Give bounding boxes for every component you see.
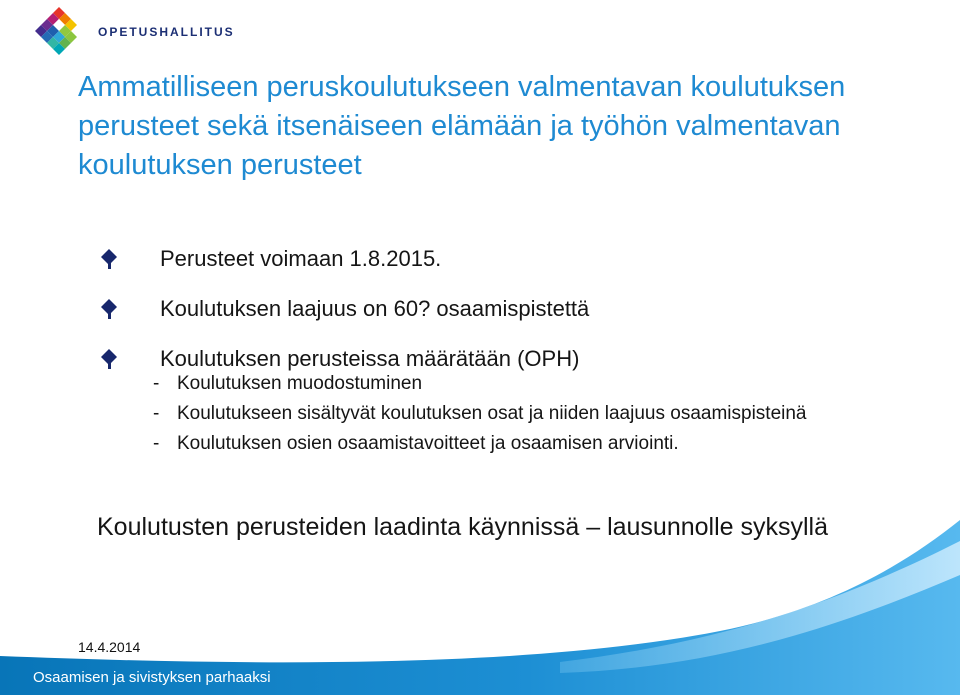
footer-date: 14.4.2014 xyxy=(78,639,141,655)
bullet-item-extent xyxy=(98,286,858,331)
dash-marker: - xyxy=(153,433,160,454)
sub-list-item xyxy=(153,371,913,396)
summary-text: Koulutusten perusteiden laadinta käynnissä – lausunnolle syksyllä xyxy=(97,513,829,541)
organization-name: OPETUSHALLITUS xyxy=(98,25,235,39)
diamond-bullet-icon xyxy=(98,248,120,270)
bullet-list xyxy=(98,236,858,386)
dash-marker: - xyxy=(153,403,160,424)
bullet-item-effective-date xyxy=(98,236,858,281)
diamond-bullet-icon xyxy=(98,348,120,370)
sub-item-text: Koulutuksen muodostuminen xyxy=(177,373,423,394)
bullet-text-extent: Koulutuksen laajuus on 60? osaamispistettä xyxy=(160,296,590,321)
footer-tagline: Osaamisen ja sivistyksen parhaaksi xyxy=(33,669,271,686)
bullet-text-regulations: Koulutuksen perusteissa määrätään (OPH) xyxy=(160,346,580,371)
bullet-text-effective-date: Perusteet voimaan 1.8.2015. xyxy=(160,246,442,271)
slide-title: Ammatilliseen peruskoulutukseen valmentavan koulutuksen perusteet sekä itsenäiseen elämään ja työhön valmentavan koulutuksen perusteet xyxy=(78,71,846,181)
opetushallitus-logo-icon xyxy=(34,6,84,56)
diamond-bullet-icon xyxy=(98,298,120,320)
sub-item-text: Koulutuksen osien osaamistavoitteet ja osaamisen arviointi. xyxy=(177,433,679,454)
sub-list-item xyxy=(153,431,913,456)
dash-marker: - xyxy=(153,373,160,394)
regulation-sub-list xyxy=(153,371,913,461)
sub-list-item xyxy=(153,401,913,426)
sub-item-text: Koulutukseen sisältyvät koulutuksen osat ja niiden laajuus osaamispisteinä xyxy=(177,403,807,424)
